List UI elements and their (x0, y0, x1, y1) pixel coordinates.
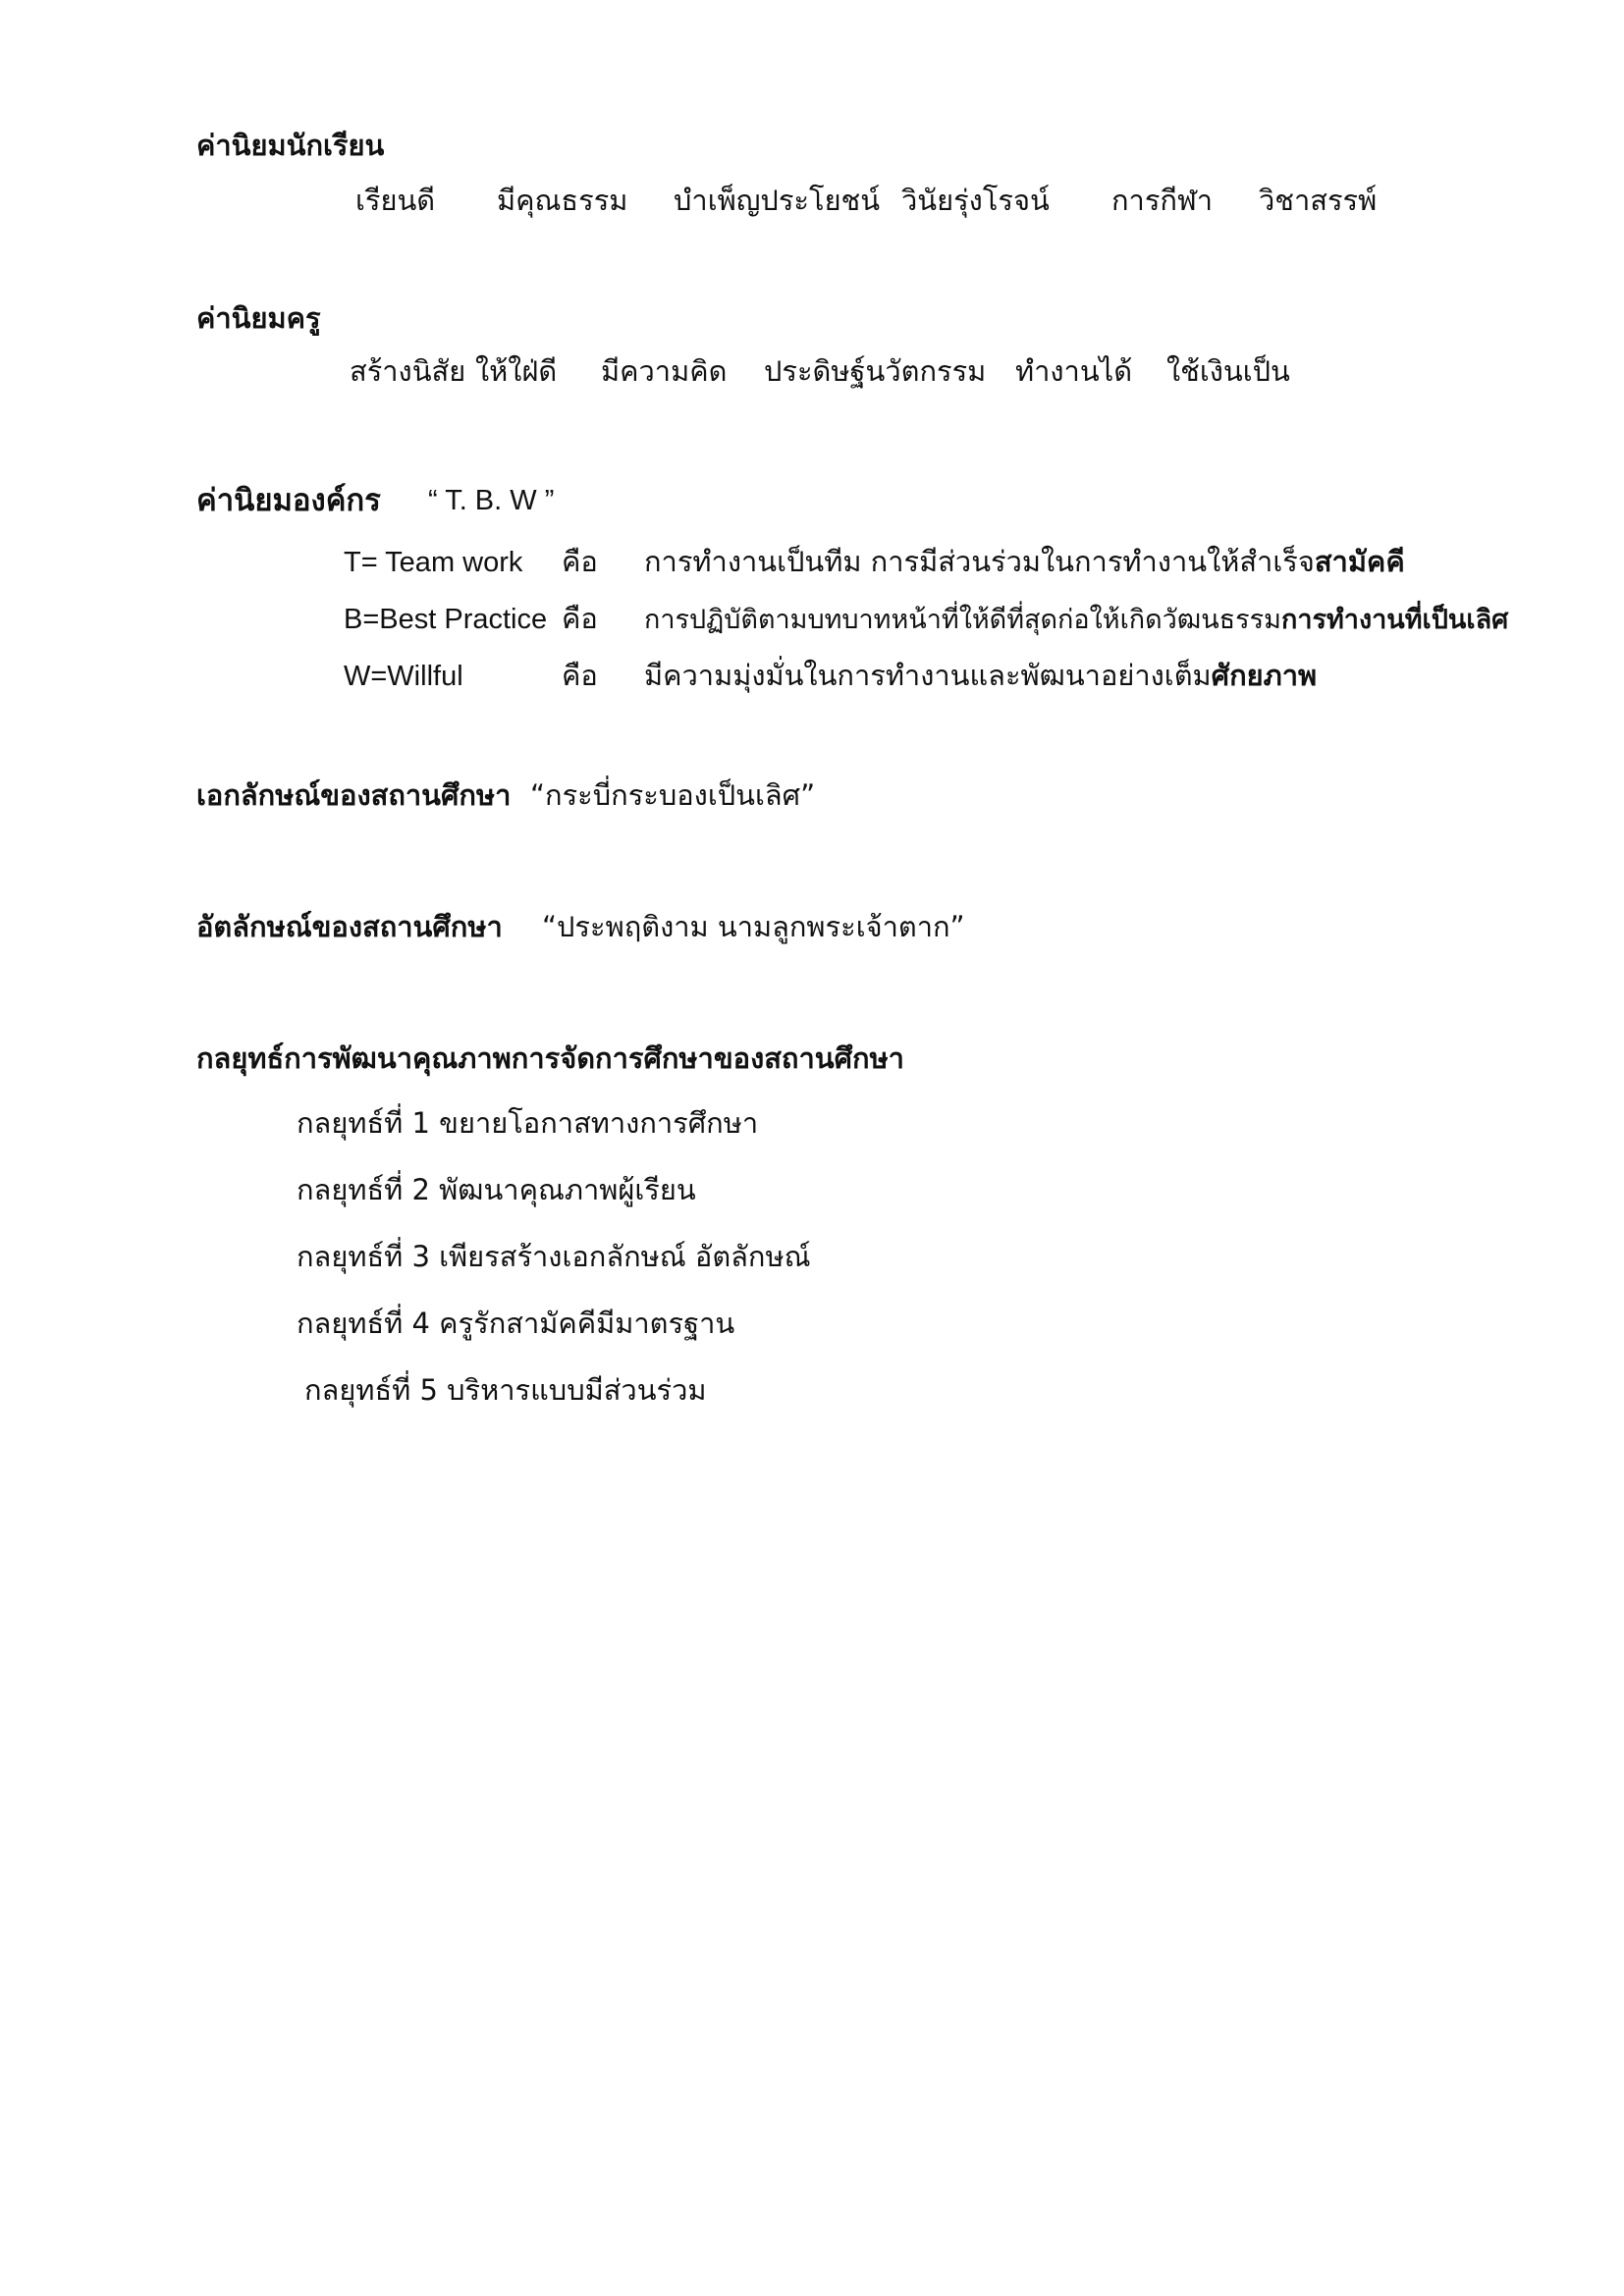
strategy-item: กลยุทธ์ที่ 3 เพียรสร้างเอกลักษณ์ อัตลักษณ์ (297, 1240, 811, 1273)
org-values-motto: “ T. B. W ” (428, 485, 555, 516)
student-value-item: การกีฬา (1111, 184, 1214, 217)
org-value-desc: การทำงานเป็นทีม การมีส่วนร่วมในการทำงานให้สำเร็จ (644, 545, 1315, 578)
strategy-item: กลยุทธ์ที่ 5 บริหารแบบมีส่วนร่วม (304, 1373, 707, 1407)
student-value-item: บำเพ็ญประโยชน์ (674, 184, 881, 217)
student-value-item: เรียนดี (355, 184, 436, 217)
org-value-emphasis: สามัคคี (1314, 545, 1405, 578)
identity-heading: อัตลักษณ์ของสถานศึกษา (196, 910, 503, 943)
teacher-value-item: สร้างนิสัย (350, 354, 466, 388)
identity-value: “ประพฤติงาม นามลูกพระเจ้าตาก” (542, 910, 965, 943)
org-value-emphasis: ศักยภาพ (1211, 659, 1318, 692)
strategies-heading: กลยุทธ์การพัฒนาคุณภาพการจัดการศึกษาของสถานศึกษา (196, 1041, 904, 1075)
org-value-emphasis: การทำงานที่เป็นเลิศ (1280, 605, 1509, 635)
org-value-row (344, 656, 1317, 696)
teacher-value-item: ใช้เงินเป็น (1166, 354, 1290, 388)
teacher-value-item: ประดิษฐ์นวัตกรรม (764, 354, 987, 388)
student-value-item: มีคุณธรรม (497, 184, 628, 217)
student-value-item: วิชาสรรพ์ (1259, 184, 1378, 217)
org-value-term: W=Willful (344, 661, 463, 692)
org-value-is: คือ (562, 659, 598, 692)
org-value-is: คือ (562, 545, 598, 578)
student-value-item: วินัยรุ่งโรจน์ (901, 184, 1050, 217)
org-value-row (344, 599, 1508, 640)
teacher-value-item: ทำงานได้ (1015, 354, 1133, 388)
org-value-term: B=Best Practice (344, 604, 548, 635)
org-values-heading: ค่านิยมองค์กร (196, 483, 381, 518)
org-value-is: คือ (562, 602, 598, 635)
org-value-desc: การปฏิบัติตามบทบาทหน้าที่ให้ดีที่สุดก่อให้เกิดวัฒนธรรม (644, 605, 1281, 635)
strategy-item: กลยุทธ์ที่ 4 ครูรักสามัคคีมีมาตรฐาน (297, 1307, 735, 1340)
teacher-value-item: มีความคิด (601, 354, 728, 388)
teacher-value-item: ให้ใฝ่ดี (475, 354, 558, 388)
student-values-heading: ค่านิยมนักเรียน (196, 129, 385, 162)
org-value-desc: มีความมุ่งมั่นในการทำงานและพัฒนาอย่างเต็ม (644, 659, 1212, 692)
strategy-item: กลยุทธ์ที่ 2 พัฒนาคุณภาพผู้เรียน (297, 1173, 696, 1206)
uniqueness-heading: เอกลักษณ์ของสถานศึกษา (196, 778, 512, 812)
strategy-item: กลยุทธ์ที่ 1 ขยายโอกาสทางการศึกษา (297, 1106, 759, 1140)
uniqueness-value: “กระบี่กระบองเป็นเลิศ” (530, 778, 816, 812)
org-value-term: T= Team work (344, 547, 523, 578)
teacher-values-heading: ค่านิยมครู (196, 301, 321, 335)
org-value-row (344, 542, 1405, 582)
